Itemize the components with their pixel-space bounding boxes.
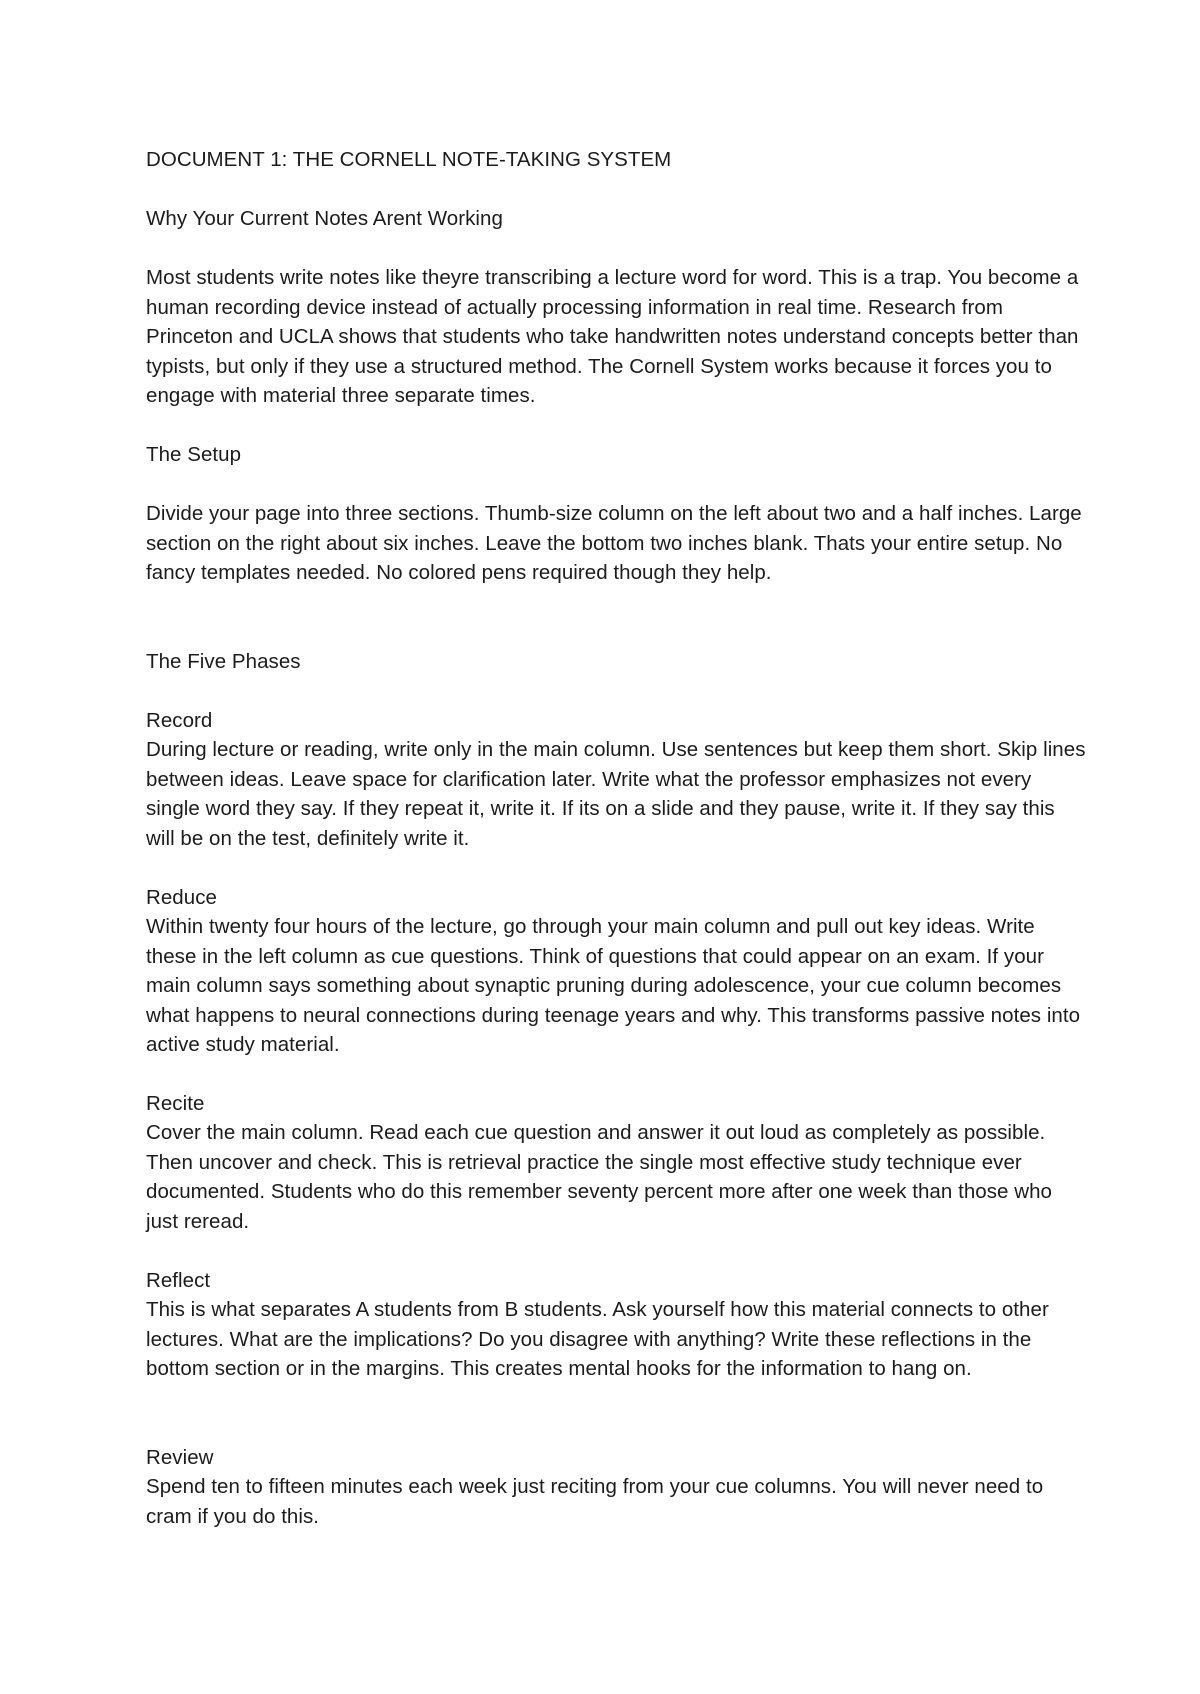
phase-record-text: During lecture or reading, write only in the main column. Use sentences but keep them short. Skip lines between ideas. Leave space for clarification later. Write what the professor emphasizes not every single word they say. If they repeat it, write it. If its on a slide and they pause, write it. If they say this will be on the test, definitely write it.: [146, 738, 1086, 850]
phase-review-text: Spend ten to fifteen minutes each week just reciting from your cue columns. You will never need to cram if you do this.: [146, 1475, 1044, 1528]
phase-record-heading: Record: [146, 709, 213, 732]
document-title: DOCUMENT 1: THE CORNELL NOTE-TAKING SYSTEM: [146, 148, 672, 171]
section-heading-why: Why Your Current Notes Arent Working: [146, 207, 503, 230]
phase-reduce-heading: Reduce: [146, 886, 217, 909]
phase-reflect-heading: Reflect: [146, 1269, 211, 1292]
section-heading-phases: The Five Phases: [146, 650, 301, 673]
setup-paragraph: Divide your page into three sections. Thumb-size column on the left about two and a half inches. Large section on the right about six inches. Leave the bottom two inches blank. Thats your entire setup. No fancy templates needed. No colored pens required though they help.: [146, 502, 1082, 584]
section-heading-setup: The Setup: [146, 443, 242, 466]
phase-recite-text: Cover the main column. Read each cue question and answer it out loud as completely as possible. Then uncover and check. This is retrieval practice the single most effective study technique ever documented. Students who do this remember seventy percent more after one week than those who just reread.: [146, 1121, 1052, 1233]
intro-paragraph: Most students write notes like theyre transcribing a lecture word for word. This is a trap. You become a human recording device instead of actually processing information in real time. Research from Princeton and UCLA shows that students who take handwritten notes understand concepts better than typists, but only if they use a structured method. The Cornell System works because it forces you to engage with material three separate times.: [146, 266, 1079, 407]
phase-reduce-text: Within twenty four hours of the lecture, go through your main column and pull out key ideas. Write these in the left column as cue questions. Think of questions that could appear on an exam. If your main column says something about synaptic pruning during adolescence, your cue column becomes what happens to neural connections during teenage years and why. This transforms passive notes into active study material.: [146, 915, 1081, 1056]
phase-review-heading: Review: [146, 1446, 214, 1469]
phase-recite-heading: Recite: [146, 1092, 205, 1115]
phase-reflect-text: This is what separates A students from B students. Ask yourself how this material connects to other lectures. What are the implications? Do you disagree with anything? Write these reflections in the bottom section or in the margins. This creates mental hooks for the information to hang on.: [146, 1298, 1049, 1380]
